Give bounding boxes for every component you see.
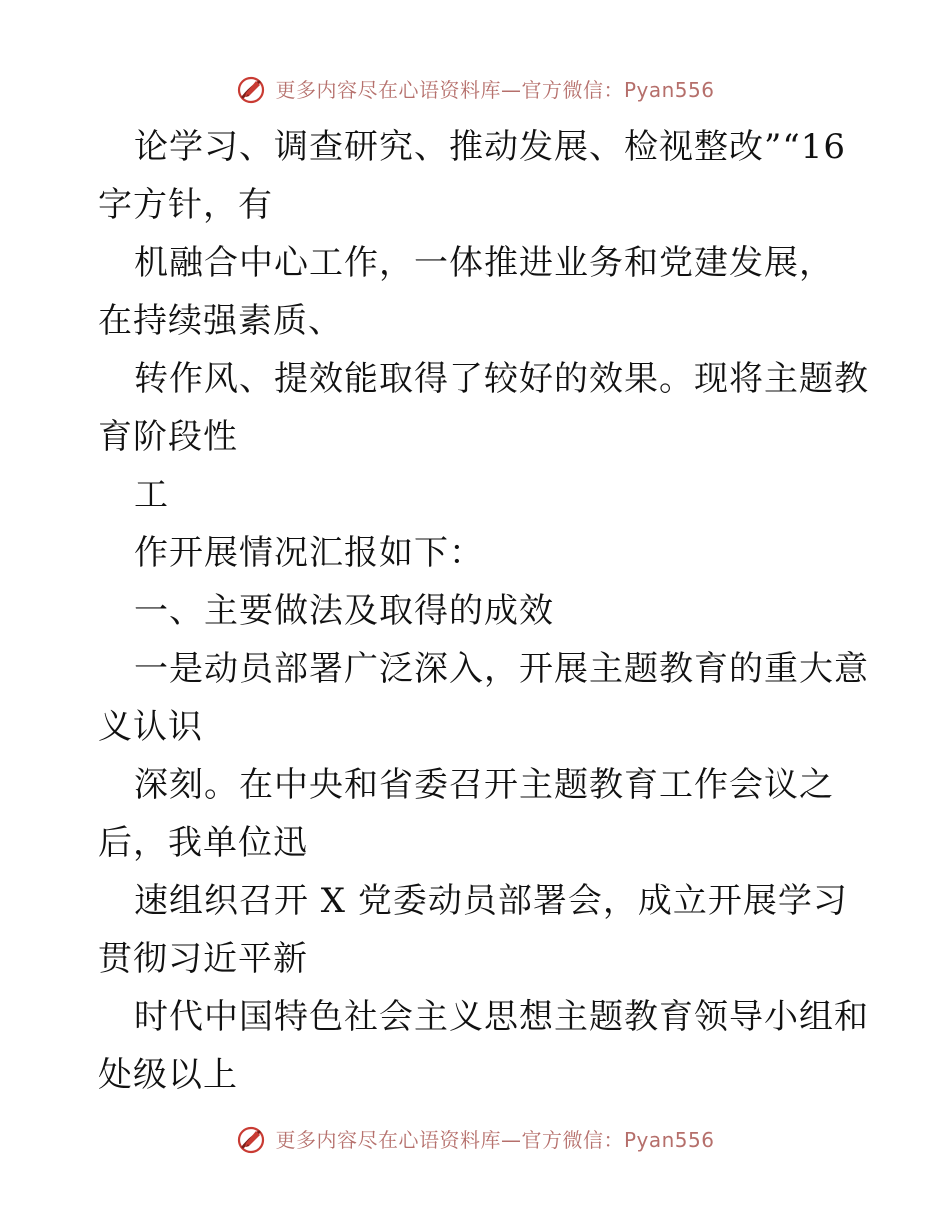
paragraph-line: 工 bbox=[134, 475, 169, 515]
watermark-text: 更多内容尽在心语资料库—官方微信：Pyan556 bbox=[275, 78, 715, 102]
paragraph-line: 在持续强素质、 bbox=[98, 301, 343, 341]
pen-logo-icon bbox=[235, 74, 267, 106]
paragraph-line: 处级以上 bbox=[98, 1055, 238, 1095]
watermark-text: 更多内容尽在心语资料库—官方微信：Pyan556 bbox=[275, 1128, 715, 1152]
paragraph-line: 义认识 bbox=[98, 707, 203, 747]
document-body bbox=[98, 118, 869, 1104]
paragraph-line: 一是动员部署广泛深入，开展主题教育的重大意 bbox=[134, 649, 869, 689]
paragraph-line: 作开展情况汇报如下： bbox=[134, 533, 484, 573]
top-watermark bbox=[0, 70, 950, 110]
paragraph-line: 深刻。在中央和省委召开主题教育工作会议之 bbox=[134, 765, 834, 805]
section-heading: 一、主要做法及取得的成效 bbox=[134, 591, 554, 631]
paragraph-line: 转作风、提效能取得了较好的效果。现将主题教 bbox=[134, 359, 869, 399]
paragraph-line: 时代中国特色社会主义思想主题教育领导小组和 bbox=[134, 997, 869, 1037]
pen-logo-icon bbox=[235, 1124, 267, 1156]
paragraph-line: 速组织召开 X 党委动员部署会，成立开展学习 bbox=[134, 881, 848, 921]
paragraph-line: 育阶段性 bbox=[98, 417, 238, 457]
paragraph-line: 后，我单位迅 bbox=[98, 823, 308, 863]
paragraph-line: 字方针，有 bbox=[98, 185, 273, 225]
bottom-watermark bbox=[0, 1120, 950, 1160]
paragraph-line: 机融合中心工作，一体推进业务和党建发展， bbox=[134, 243, 834, 283]
paragraph-line: 贯彻习近平新 bbox=[98, 939, 308, 979]
paragraph-line: 论学习、调查研究、推动发展、检视整改”“16 bbox=[134, 127, 847, 167]
